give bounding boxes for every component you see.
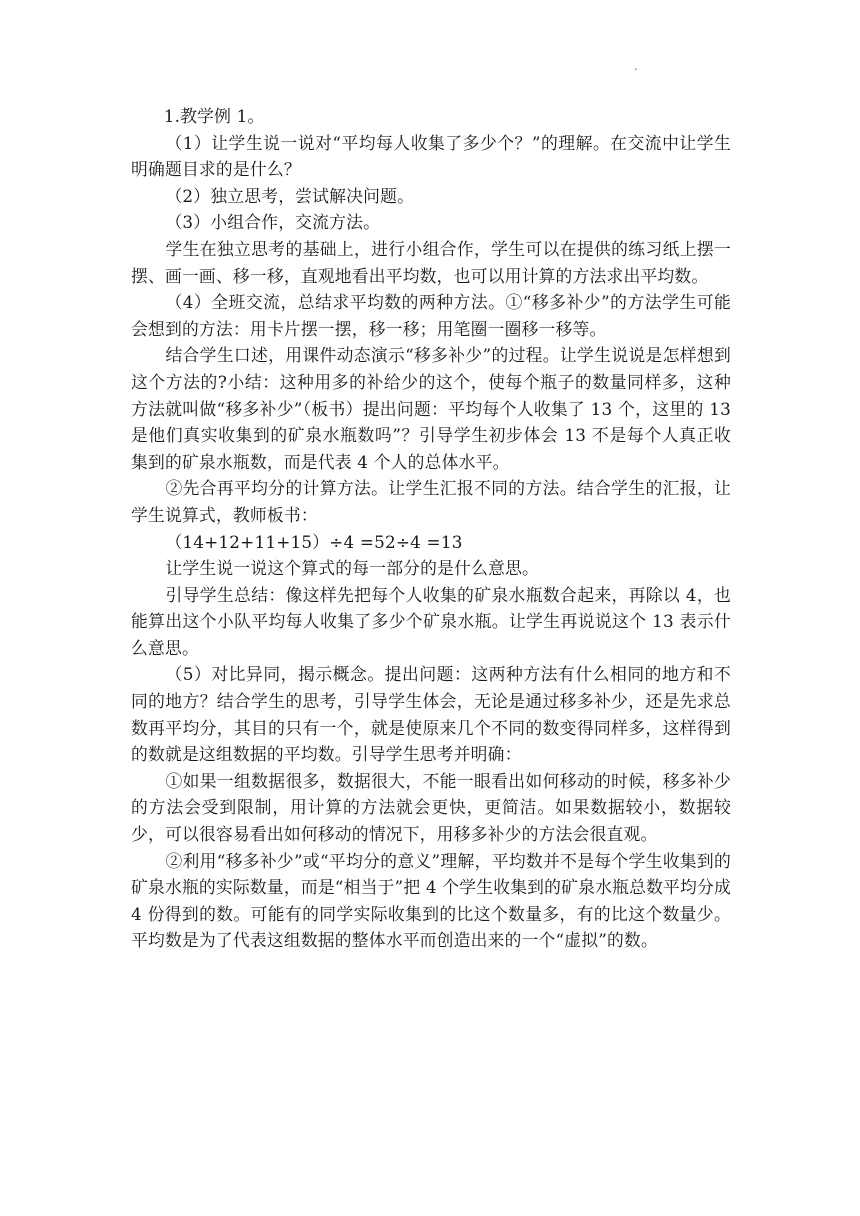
paragraph-step-2: （2）独立思考，尝试解决问题。 — [165, 185, 415, 206]
paragraph-step-3: （3）小组合作，交流方法。 — [165, 212, 381, 233]
paragraph-formula-meaning: 让学生说一说这个算式的每一部分的是什么意思。 — [165, 558, 540, 579]
paragraph-summary: 引导学生总结：像这样先把每个人收集的矿泉水瓶数合起来，再除以 4，也能算出这个小队平均每人收集了多少个矿泉水瓶。让学生再说说这个 13 表示什么意思。 — [131, 584, 731, 658]
paragraph-group-work: 学生在独立思考的基础上，进行小组合作，学生可以在提供的练习纸上摆一摆、画一画、移一移，直观地看出平均数，也可以用计算的方法求出平均数。 — [131, 238, 731, 286]
paragraph-point-2: ②利用“移多补少”或“平均分的意义”理解，平均数并不是每个学生收集到的矿泉水瓶的实际数量，而是“相当于”把 4 个学生收集到的矿泉水瓶总数平均分成 4 份得到的数。可能有的同学实际收集到的比这个数量多，有的比这个数量少。平均数是为了代表这组数据的整体水平而创造出来的一个“虚拟”的数。 — [131, 850, 731, 951]
document-body — [131, 103, 731, 954]
formula-line: （14+12+11+15）÷4 =52÷4 =13 — [165, 531, 463, 552]
paragraph-point-1: ①如果一组数据很多，数据很大，不能一眼看出如何移动的时候，移多补少的方法会受到限制，用计算的方法就会更快，更简洁。如果数据较小，数据较少，可以很容易看出如何移动的情况下，用移多补少的方法会很直观。 — [131, 770, 731, 845]
paragraph-demo: 结合学生口述，用课件动态演示“移多补少”的过程。让学生说说是怎样想到这个方法的?小结：这种用多的补给少的这个，使每个瓶子的数量同样多，这种方法就叫做“移多补少”（板书）提出问题：平均每个人收集了 13 个，这里的 13 是他们真实收集到的矿泉水瓶数吗”？引导学生初步体会 13 不是每个人真正收集到的矿泉水瓶数，而是代表 4 个人的总体水平。 — [131, 345, 731, 472]
section-heading: 1.教学例 1。 — [163, 106, 265, 126]
paragraph-step-1: （1）让学生说一说对“平均每人收集了多少个？”的理解。在交流中让学生明确题目求的是什么？ — [131, 132, 731, 180]
paragraph-step-4: （4）全班交流，总结求平均数的两种方法。①“移多补少”的方法学生可能会想到的方法：用卡片摆一摆，移一移；用笔圈一圈移一移等。 — [131, 292, 731, 339]
paragraph-step-5: （5）对比异同，揭示概念。提出问题：这两种方法有什么相同的地方和不同的地方？结合学生的思考，引导学生体会，无论是通过移多补少，还是先求总数再平均分，其目的只有一个，就是使原来几个不同的数变得同样多，这样得到的数就是这组数据的平均数。引导学生思考并明确： — [131, 664, 731, 765]
paragraph-method-2: ②先合再平均分的计算方法。让学生汇报不同的方法。结合学生的汇报，让学生说算式，教师板书： — [131, 478, 731, 525]
corner-mark: . — [634, 60, 638, 73]
